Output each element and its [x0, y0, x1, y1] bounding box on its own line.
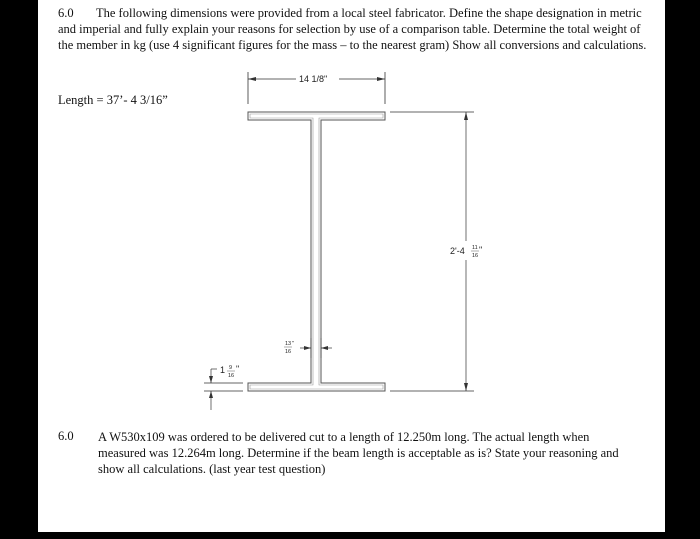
depth-dimension	[390, 112, 482, 391]
question-2-text: A W530x109 was ordered to be delivered cut to a length of 12.250m long. The actual length when measured was 12.264m long. Determine if the beam length is acceptable as is? State your reasoning and show all calculations. (last year test question)	[98, 430, 619, 476]
flange-thickness-dimension	[204, 364, 243, 410]
web-thickness-dimension	[284, 338, 332, 358]
flange-width-label: 14 1/8"	[299, 74, 328, 84]
depth-label: 2'-4	[450, 246, 465, 256]
i-beam-inner-outline	[250, 114, 383, 389]
flange-width-dimension	[248, 72, 385, 104]
depth-frac-den: 16	[472, 253, 479, 259]
question-2-number: 6.0	[58, 429, 74, 443]
question-1-text: The following dimensions were provided from a local steel fabricator. Define the shape designation in metric and imperial and fully explain your reasons for selection by use of a comparison table. Determine the total weight of the member in kg (use 4 significant figures for the mass – to the nearest gram) Show all conversions and calculations.	[58, 6, 647, 52]
flange-thk-den: 16	[228, 373, 235, 379]
question-1-number: 6.0	[58, 6, 74, 20]
flange-thk-num: 9	[229, 365, 233, 371]
flange-thk-inch-mark: "	[236, 364, 240, 374]
depth-inch-mark: "	[479, 245, 483, 255]
document-page	[38, 0, 665, 532]
length-label: Length = 37’- 4 3/16”	[58, 93, 168, 107]
web-frac-num: 13	[285, 341, 292, 347]
depth-frac-num: 11	[472, 245, 478, 251]
web-frac-den: 16	[285, 349, 292, 355]
flange-thk-whole: 1	[220, 365, 226, 375]
i-beam-outline	[248, 112, 385, 391]
web-inch-mark: "	[292, 341, 294, 347]
